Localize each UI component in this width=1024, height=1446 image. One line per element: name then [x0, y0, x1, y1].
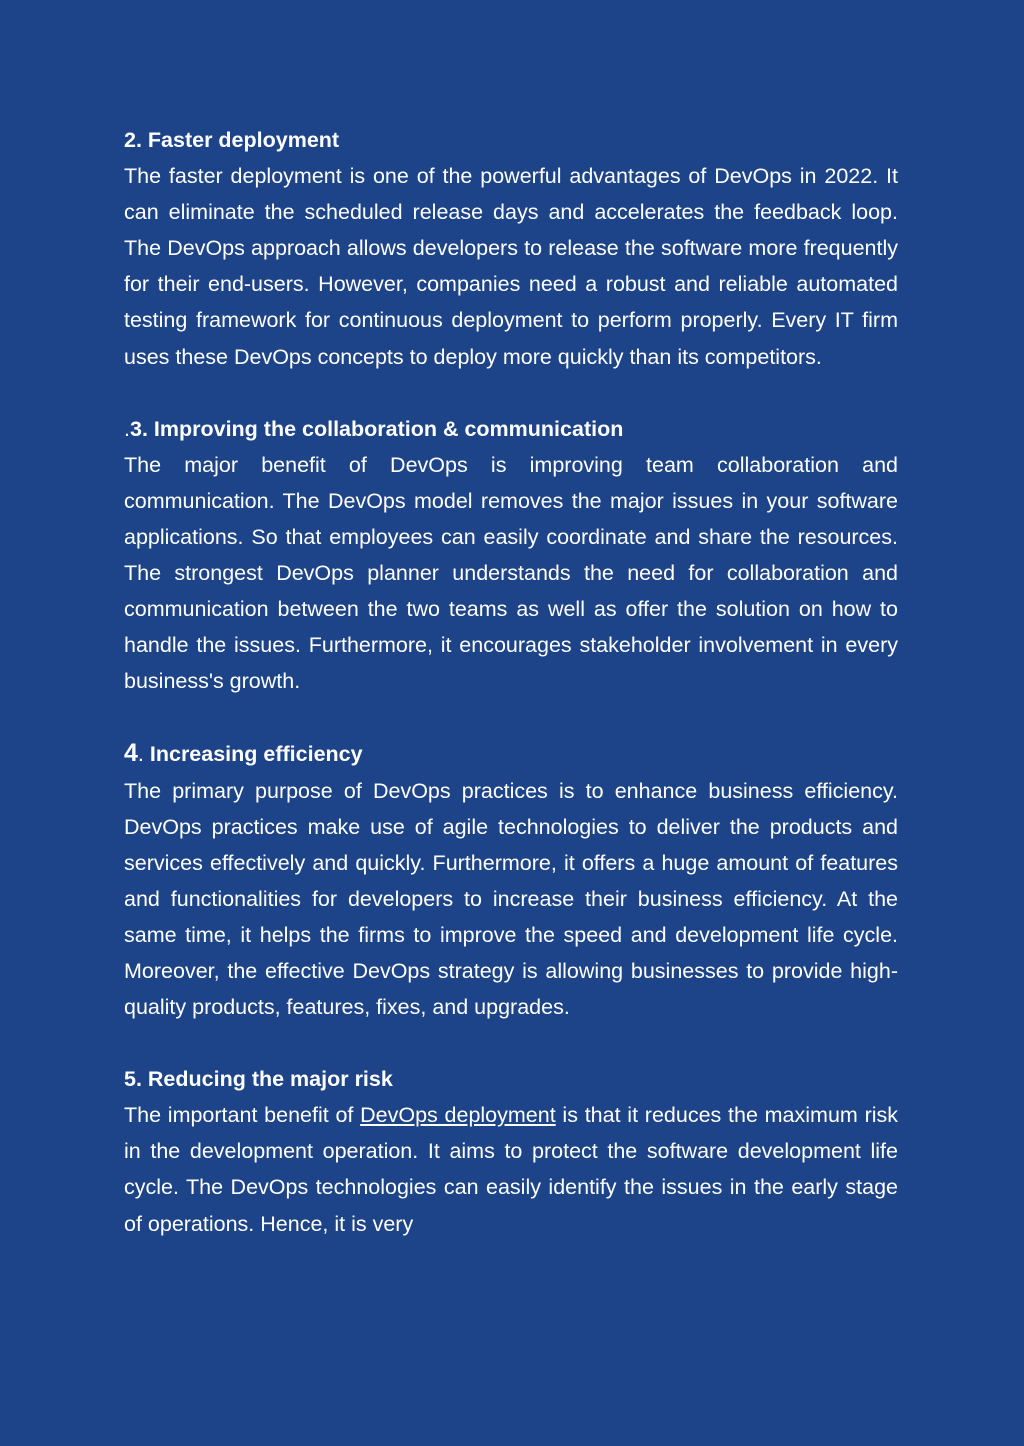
devops-deployment-link[interactable]: DevOps deployment	[360, 1103, 556, 1128]
heading-separator: .	[137, 742, 144, 767]
paragraph-text-start: The important benefit of	[124, 1103, 361, 1128]
section-collaboration	[124, 411, 898, 700]
section-risk	[124, 1061, 898, 1241]
section-efficiency	[124, 735, 898, 1025]
section-paragraph: The faster deployment is one of the powerful advantages of DevOps in 2022. It can eliminate the scheduled release days and accelerates the feedback loop. The DevOps approach allows developers to release the software more frequently for their end-users. However, companies need a robust and reliable automated testing framework for continuous deployment to perform properly. Every IT firm uses these DevOps concepts to deploy more quickly than its competitors.	[124, 164, 898, 369]
section-heading: 2. Faster deployment	[124, 128, 340, 152]
document-page	[124, 122, 898, 1278]
section-paragraph	[124, 1097, 898, 1241]
section-paragraph: The primary purpose of DevOps practices is to enhance business efficiency. DevOps practices make use of agile technologies to deliver the products and services effectively and quickly. Furthermore, it offers a huge amount of features and functionalities for developers to increase their business efficiency. At the same time, it helps the firms to improve the speed and development life cycle. Moreover, the effective DevOps strategy is allowing businesses to provide high-quality products, features, fixes, and upgrades.	[124, 778, 898, 1020]
section-heading: 5. Reducing the major risk	[124, 1067, 393, 1092]
heading-prefix: .	[124, 416, 130, 441]
paragraph-text-end: is that it reduces the maximum risk in the development operation. It aims to protect the software development life cycle. The DevOps technologies can easily identify the issues in the early stage of operations. Hence, it is very	[124, 1103, 898, 1236]
section-heading	[124, 735, 898, 772]
section-faster-deployment	[124, 122, 898, 375]
section-heading	[124, 411, 898, 447]
section-paragraph: The major benefit of DevOps is improving team collaboration and communication. The DevOps model removes the major issues in your software applications. So that employees can easily coordinate and share the resources. The strongest DevOps planner understands the need for collaboration and communication between the two teams as well as offer the solution on how to handle the issues. Furthermore, it encourages stakeholder involvement in every business's growth.	[124, 452, 898, 694]
heading-text: Increasing efficiency	[149, 742, 363, 767]
heading-text: 3. Improving the collaboration & communication	[129, 416, 624, 441]
heading-number: 4	[124, 739, 138, 768]
